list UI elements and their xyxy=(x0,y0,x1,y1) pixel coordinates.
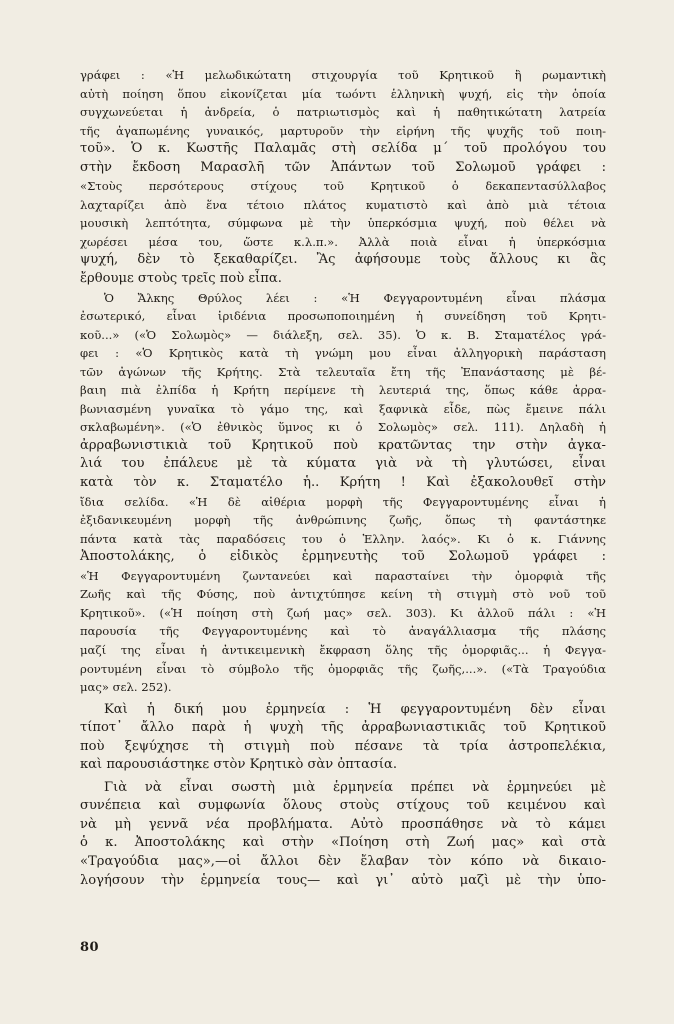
text-line: «Στοὺς περσότερους στίχους τοῦ Κρητικοῦ ὁ δεκαπεντασύλλαβος xyxy=(80,179,606,194)
page-number: 80 xyxy=(80,940,100,955)
text-line: ροντυμένη εἶναι τὸ σύμβολο τῆς ὀμορφιᾶς τῆς ζωῆς,...». («Τὰ Τραγούδια xyxy=(80,661,606,676)
text-line: ἐσωτερικό, εἶναι ἰριδένια προσωποποιημένη ἡ συνείδηση τοῦ Κρητι- xyxy=(80,309,606,324)
text-line: λογήσουν τὴν ἑρμηνεία τους— καὶ γι᾿ αὐτὸ μαζὶ μὲ τὴν ὑπο- xyxy=(80,872,606,888)
text-line: ἐξιδανικευμένη μορφὴ τῆς ἀνθρώπινης ζωῆς, ὅπως τὴ φαντάστηκε xyxy=(80,513,606,528)
text-line: ἀρραβωνιστικιὰ τοῦ Κρητικοῦ ποὺ κρατῶντας την στὴν ἀγκα- xyxy=(80,437,606,453)
text-line: τοῦ». Ὁ κ. Κωστῆς Παλαμᾶς στὴ σελίδα μ΄ τοῦ προλόγου του xyxy=(80,141,606,157)
text-line: συνέπεια καὶ συμφωνία ὅλους στοὺς στίχους τοῦ κειμένου καὶ xyxy=(80,798,606,814)
text-line: γράφει : «Ἡ μελωδικώτατη στιχουργία τοῦ Κρητικοῦ ἢ ρωμαντικὴ xyxy=(80,68,606,82)
text-line: κατὰ τὸν κ. Σταματέλο ἡ.. Κρήτη ! Καὶ ἐξακολουθεῖ στὴν xyxy=(80,475,606,491)
text-line: φει : «Ὁ Κρητικὸς κατὰ τὴ γνώμη μου εἶναι ἀλληγορικὴ παράσταση xyxy=(80,346,606,361)
text-line: συγχωνεύεται ἡ ἀνδρεία, ὁ πατριωτισμὸς καὶ ἡ παθητικώτατη λατρεία xyxy=(80,105,606,120)
text-line: χωρέσει μέσα του, ὥστε κ.λ.π.». Ἀλλὰ ποιὰ εἶναι ἡ ὑπερκόσμια xyxy=(80,234,606,249)
text-line: αὐτὴ ποίηση ὅπου εἰκονίζεται μία τωόντι ἑλληνικὴ ψυχή, εἰς τὴν ὁποία xyxy=(80,86,606,101)
body-text xyxy=(80,66,606,890)
text-line: λιά του ἐπάλευε μὲ τὰ κύματα γιὰ νὰ τὴ γλυτώσει, εἶναι xyxy=(80,456,606,472)
text-line: παρουσία τῆς Φεγγαροντυμένης καὶ τὸ ἀναγάλλιασμα τῆς πλάσης xyxy=(80,624,606,639)
text-line: κοῦ...» («Ὁ Σολωμὸς» — διάλεξη, σελ. 35). Ὁ κ. Β. Σταματέλος γρά- xyxy=(80,327,606,342)
text-line: Καὶ ἡ δική μου ἑρμηνεία : Ἡ φεγγαροντυμένη δὲν εἶναι xyxy=(104,701,606,717)
text-line: λαχταρίζει ἀπὸ ἕνα τέτοιο πλάτος κυματιστὸ καὶ ἀπὸ μιὰ τέτοια xyxy=(80,197,606,212)
text-line: Ζωῆς καὶ τῆς Φύσης, ποὺ ἀντιχτύπησε κείνη τὴ στιγμὴ στὸ νοῦ τοῦ xyxy=(80,587,606,602)
text-line: Ἀποστολάκης, ὁ εἰδικὸς ἑρμηνευτὴς τοῦ Σολωμοῦ γράφει : xyxy=(80,549,606,565)
text-line: σκλαβωμένη». («Ὁ ἐθνικὸς ὕμνος κι ὁ Σολωμὸς» σελ. 111). Δηλαδὴ ἡ xyxy=(80,420,606,435)
text-line: ποὺ ξεψύχησε τὴ στιγμὴ ποὺ πέσανε τὰ τρία ἀστροπελέκια, xyxy=(80,738,606,754)
text-line: νὰ μὴ γεννᾶ νέα προβλήματα. Αὐτὸ προσπάθησε νὰ τὸ κάμει xyxy=(80,816,606,832)
text-line: καὶ παρουσιάστηκε στὸν Κρητικὸ σὰν ὀπτασία. xyxy=(80,757,398,773)
text-line: Ὁ Ἄλκης Θρύλος λέει : «Ἡ Φεγγαροντυμένη εἶναι πλάσμα xyxy=(104,290,606,305)
text-line: «Ἡ Φεγγαροντυμένη ζωντανεύει καὶ παρασταίνει τὴν ὀμορφιὰ τῆς xyxy=(80,568,606,583)
text-line: ψυχή, δὲν τὸ ξεκαθαρίζει. Ἂς ἀφήσουμε τοὺς ἄλλους κι ἂς xyxy=(80,252,606,268)
text-line: πάντα κατὰ τὰς παραδόσεις του ὁ Ἑλλην. λαός». Κι ὁ κ. Γιάννης xyxy=(80,531,606,546)
text-line: στὴν ἔκδοση Μαρασλῆ τῶν Ἀπάντων τοῦ Σολωμοῦ γράφει : xyxy=(80,159,606,175)
text-line: μας» σελ. 252). xyxy=(80,680,172,695)
text-line: τίποτ᾿ ἄλλο παρὰ ἡ ψυχὴ τῆς ἀρραβωνιαστικιᾶς τοῦ Κρητικοῦ xyxy=(80,720,606,736)
text-line: ὁ κ. Ἀποστολάκης καὶ στὴν «Ποίηση στὴ Ζωή μας» καὶ στὰ xyxy=(80,835,606,851)
text-line: βωνιασμένη γυναῖκα τὸ γάμο της, καὶ ξαφνικὰ εἶδε, πὼς ἔμεινε πάλι xyxy=(80,401,606,416)
text-line: τῶν ἀγώνων τῆς Κρήτης. Στὰ τελευταῖα ἔτη τῆς Ἐπανάστασης μὲ βέ- xyxy=(80,364,606,379)
text-line: «Τραγούδια μας»,—οἱ ἄλλοι δὲν ἔλαβαν τὸν κόπο νὰ δικαιο- xyxy=(80,853,606,869)
text-line: ἴδια σελίδα. «Ἡ δὲ αἰθέρια μορφὴ τῆς Φεγγαροντυμένης εἶναι ἡ xyxy=(80,494,606,509)
text-line: ἔρθουμε στοὺς τρεῖς ποὺ εἶπα. xyxy=(80,271,282,287)
text-line: Κρητικοῦ». («Ἡ ποίηση στὴ ζωή μας» σελ. 303). Κι ἀλλοῦ πάλι : «Ἡ xyxy=(80,605,606,620)
text-line: μαζί της εἶναι ἡ ἀντικειμενικὴ ἔκφραση ὅλης τῆς ὀμορφιᾶς... ἡ Φεγγα- xyxy=(80,642,606,657)
text-line: μουσικὴ λεπτότητα, σύμφωνα μὲ τὴν ὑπερκόσμια ψυχή, ποὺ θέλει νὰ xyxy=(80,216,606,231)
text-line: τῆς ἀγαπωμένης γυναικός, μαρτυροῦν τὴν εἰρήνη τῆς ψυχῆς τοῦ ποιη- xyxy=(80,123,606,138)
text-line: Γιὰ νὰ εἶναι σωστὴ μιὰ ἑρμηνεία πρέπει νὰ ἑρμηνεύει μὲ xyxy=(104,779,606,795)
text-line: βαιη πιὰ ἐλπίδα ἡ Κρήτη περίμενε τὴ λευτεριά της, ὅπως κάθε ἀρρα- xyxy=(80,383,606,398)
